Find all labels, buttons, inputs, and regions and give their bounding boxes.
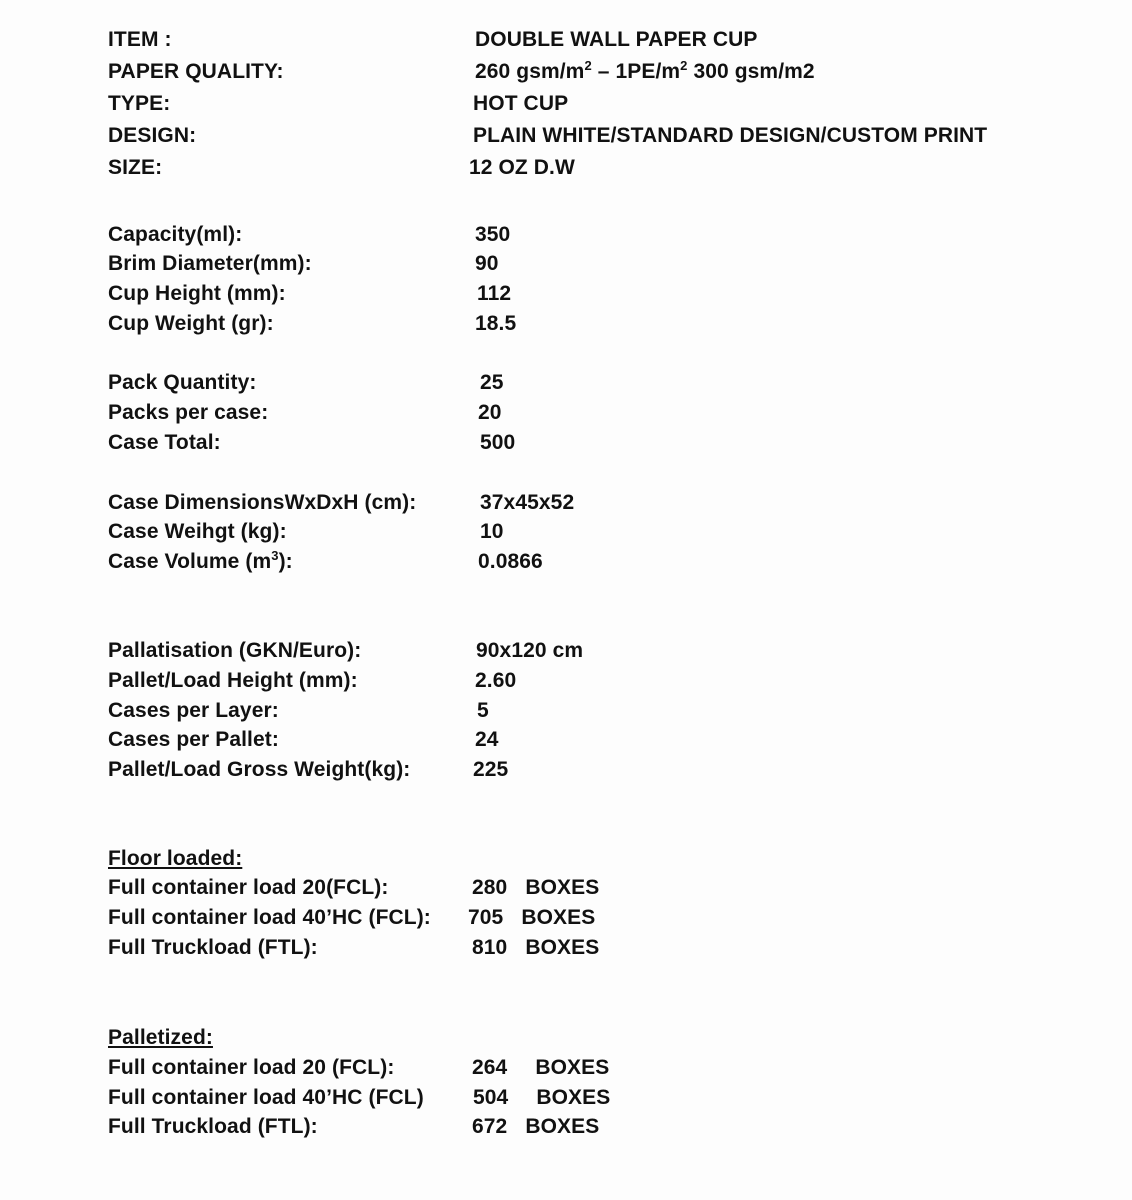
spec-value: DOUBLE WALL PAPER CUP (475, 28, 758, 51)
spec-value: 2.60 (475, 669, 517, 692)
spec-value: 37x45x52 (480, 491, 575, 514)
spec-row-cases-per-layer (108, 696, 489, 726)
spec-label: Brim Diameter(mm): (108, 252, 312, 275)
spec-row-case-weight (108, 517, 504, 547)
unit: BOXES (525, 1115, 600, 1138)
spec-label: PAPER QUALITY: (108, 60, 284, 83)
spec-row-pack-quantity (108, 368, 504, 398)
unit: BOXES (525, 876, 600, 899)
spec-value (468, 906, 595, 930)
spec-label: Packs per case: (108, 401, 269, 424)
spec-row-cup-height (108, 279, 511, 309)
spec-label: Full Truckload (FTL): (108, 1115, 318, 1138)
spec-row-cases-per-pallet (108, 725, 499, 755)
spec-value (475, 60, 815, 84)
quantity: 810 (472, 936, 508, 959)
label-part: Case Volume (m (108, 550, 272, 573)
spec-label: Full container load 40’HC (FCL) (108, 1086, 424, 1109)
spec-value: 350 (475, 223, 511, 246)
spec-row-brim-diameter (108, 249, 499, 279)
spec-value: PLAIN WHITE/STANDARD DESIGN/CUSTOM PRINT (473, 124, 988, 147)
spec-label: Full container load 20(FCL): (108, 876, 389, 899)
spec-label: Cases per Pallet: (108, 728, 279, 751)
value-superscript: 2 (584, 58, 592, 73)
spec-label (108, 550, 473, 574)
spec-value: 5 (477, 699, 489, 722)
spec-row-pallet-20fcl (108, 1053, 609, 1083)
quantity: 672 (472, 1115, 508, 1138)
spec-row-item (108, 25, 758, 55)
spec-value: 500 (480, 431, 516, 454)
section-heading-palletized (108, 1023, 213, 1053)
spec-value: HOT CUP (473, 92, 569, 115)
spec-label: Pallatisation (GKN/Euro): (108, 639, 362, 662)
spec-label: Case Weihgt (kg): (108, 520, 287, 543)
quantity: 264 (472, 1056, 508, 1079)
spec-label: TYPE: (108, 92, 171, 115)
spec-row-floor-ftl (108, 933, 599, 963)
section-heading: Floor loaded: (108, 847, 243, 870)
quantity: 280 (472, 876, 508, 899)
spec-row-size (108, 153, 575, 183)
value-part: 260 gsm/m (475, 60, 585, 83)
spec-row-case-dimensions (108, 488, 574, 518)
spec-label: Cases per Layer: (108, 699, 279, 722)
spec-label: DESIGN: (108, 124, 197, 147)
spec-row-type (108, 89, 568, 119)
spec-row-design (108, 121, 987, 151)
spec-label: Full Truckload (FTL): (108, 936, 318, 959)
spec-value (472, 876, 599, 900)
spec-value: 90x120 cm (476, 639, 584, 662)
unit: BOXES (535, 1056, 610, 1079)
spec-row-paper-quality (108, 57, 815, 87)
quantity: 705 (468, 906, 504, 929)
spec-label: Pallet/Load Height (mm): (108, 669, 358, 692)
spec-row-floor-20fcl (108, 873, 599, 903)
spec-value: 225 (473, 758, 509, 781)
spec-value: 0.0866 (478, 550, 543, 573)
label-superscript: 3 (271, 548, 279, 563)
spec-value (472, 1115, 599, 1139)
spec-value: 10 (480, 520, 504, 543)
spec-row-case-volume (108, 547, 543, 577)
spec-label: Case Total: (108, 431, 221, 454)
spec-row-pallet-height (108, 666, 516, 696)
spec-value: 112 (477, 282, 512, 305)
spec-row-cup-weight (108, 309, 516, 339)
spec-row-pallet-ftl (108, 1112, 599, 1142)
section-heading: Palletized: (108, 1026, 213, 1049)
unit: BOXES (525, 936, 600, 959)
spec-label: Cup Weight (gr): (108, 312, 274, 335)
section-heading-floor-loaded (108, 844, 242, 874)
spec-value (472, 1056, 609, 1080)
spec-value: 20 (478, 401, 502, 424)
spec-row-packs-per-case (108, 398, 502, 428)
spec-value: 90 (475, 252, 499, 275)
spec-value (472, 936, 599, 960)
spec-row-pallatisation (108, 636, 583, 666)
spec-value: 24 (475, 728, 499, 751)
label-part: ): (278, 550, 293, 573)
quantity: 504 (473, 1086, 509, 1109)
spec-row-capacity (108, 220, 510, 250)
spec-label: SIZE: (108, 156, 163, 179)
spec-label: Cup Height (mm): (108, 282, 286, 305)
spec-label: ITEM : (108, 28, 172, 51)
spec-row-floor-40hc (108, 903, 595, 933)
spec-label: Pallet/Load Gross Weight(kg): (108, 758, 411, 781)
unit: BOXES (521, 906, 596, 929)
spec-row-pallet-gross-weight (108, 755, 508, 785)
spec-label: Full container load 40’HC (FCL): (108, 906, 431, 929)
value-part: – 1PE/m (591, 60, 681, 83)
value-part: 300 gsm/m2 (687, 60, 815, 83)
value-superscript: 2 (680, 58, 688, 73)
spec-row-pallet-40hc (108, 1083, 610, 1113)
spec-row-case-total (108, 428, 515, 458)
spec-label: Case DimensionsWxDxH (cm): (108, 491, 417, 514)
spec-value: 12 OZ D.W (469, 156, 575, 179)
spec-label: Pack Quantity: (108, 371, 257, 394)
spec-value (473, 1086, 610, 1110)
spec-value: 25 (480, 371, 504, 394)
spec-label: Capacity(ml): (108, 223, 243, 246)
spec-label: Full container load 20 (FCL): (108, 1056, 395, 1079)
spec-value: 18.5 (475, 312, 517, 335)
unit: BOXES (536, 1086, 611, 1109)
